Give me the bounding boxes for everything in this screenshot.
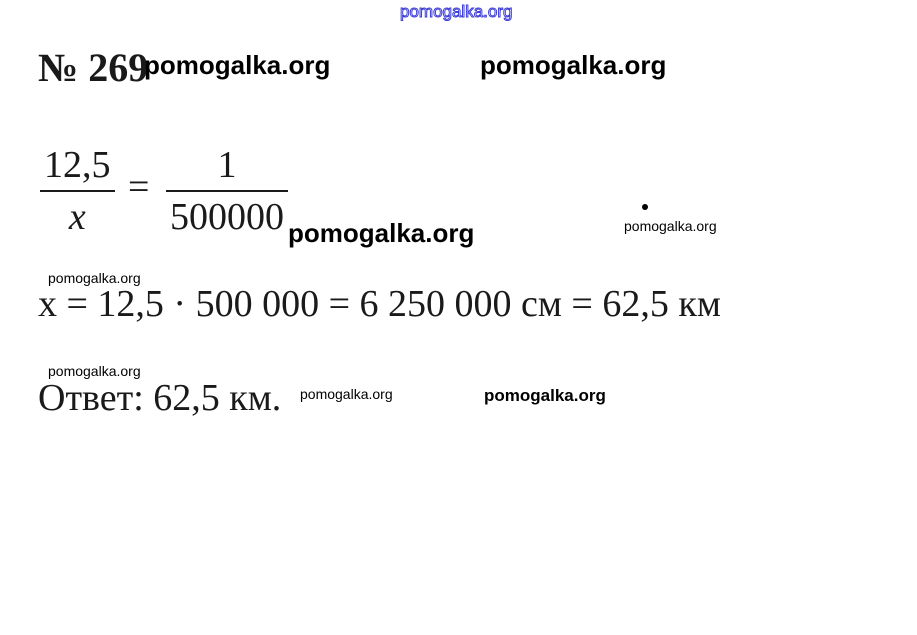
watermark: pomogalka.org: [48, 363, 141, 379]
equals-sign: =: [128, 166, 150, 208]
fraction-left-denominator: x: [68, 196, 86, 238]
watermark: pomogalka.org: [480, 50, 667, 80]
watermark: pomogalka.org: [484, 386, 606, 405]
fraction-right: [166, 146, 288, 236]
watermark: pomogalka.org: [624, 218, 717, 234]
fraction-bar: [40, 190, 115, 192]
fraction-left: [40, 146, 115, 236]
solution-line: x = 12,5 · 500 000 = 6 250 000 см = 62,5 км: [38, 283, 721, 325]
watermark: pomogalka.org: [144, 50, 331, 80]
watermark: pomogalka.org: [288, 218, 475, 248]
fraction-right-denominator: 500000: [170, 196, 284, 238]
dot-mark: [642, 204, 648, 210]
fraction-bar: [166, 190, 288, 192]
watermark: pomogalka.org: [300, 386, 393, 402]
fraction-right-numerator: 1: [217, 144, 237, 186]
answer-line: Ответ: 62,5 км.: [38, 377, 282, 419]
watermark: pomogalka.org: [48, 270, 141, 286]
watermark-top: pomogalka.org: [400, 2, 513, 21]
fraction-left-numerator: 12,5: [44, 144, 111, 186]
problem-number: № 269: [38, 45, 149, 90]
